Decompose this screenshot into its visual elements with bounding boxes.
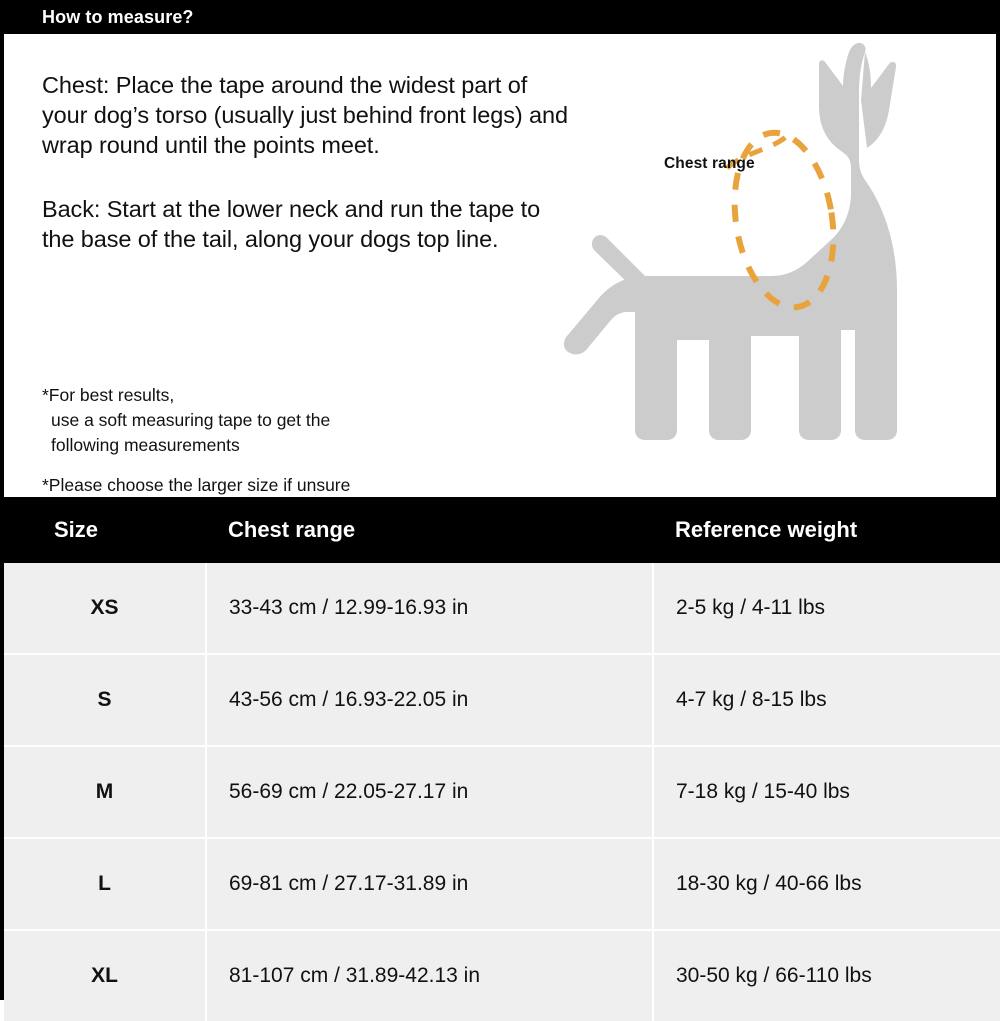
cell-chest: 43-56 cm / 16.93-22.05 in	[206, 654, 653, 746]
table-header-size: Size	[4, 497, 206, 563]
cell-weight: 4-7 kg / 8-15 lbs	[653, 654, 1000, 746]
cell-size: M	[4, 746, 206, 838]
instructions-block	[42, 70, 572, 254]
back-instruction: Back: Start at the lower neck and run the tape to the base of the tail, along your dogs top line.	[42, 196, 541, 252]
chest-instruction: Chest: Place the tape around the widest part of your dog’s torso (usually just behind front legs) and wrap round until the points meet.	[42, 72, 568, 158]
note-line-3: following measurements	[51, 435, 240, 455]
cell-size: L	[4, 838, 206, 930]
table-row	[4, 563, 1000, 654]
size-table	[4, 497, 1000, 1021]
cell-chest: 69-81 cm / 27.17-31.89 in	[206, 838, 653, 930]
table-header-row	[4, 497, 1000, 563]
chest-range-label: Chest range	[664, 155, 755, 172]
table-row	[4, 930, 1000, 1021]
table-row	[4, 654, 1000, 746]
note-line-1: *For best results,	[42, 385, 175, 405]
note-line-2: use a soft measuring tape to get the	[51, 410, 331, 430]
cell-chest: 33-43 cm / 12.99-16.93 in	[206, 563, 653, 654]
note-line-4: *Please choose the larger size if unsure	[42, 475, 351, 495]
table-row	[4, 838, 1000, 930]
cell-weight: 18-30 kg / 40-66 lbs	[653, 838, 1000, 930]
dog-silhouette	[564, 43, 897, 440]
notes-block	[42, 383, 582, 498]
cell-weight: 30-50 kg / 66-110 lbs	[653, 930, 1000, 1021]
table-header-weight: Reference weight	[653, 497, 1000, 563]
cell-size: S	[4, 654, 206, 746]
cell-weight: 7-18 kg / 15-40 lbs	[653, 746, 1000, 838]
cell-size: XL	[4, 930, 206, 1021]
table-header-chest: Chest range	[206, 497, 653, 563]
header-bar	[4, 0, 1000, 34]
cell-chest: 81-107 cm / 31.89-42.13 in	[206, 930, 653, 1021]
page-title: How to measure?	[42, 6, 194, 27]
cell-chest: 56-69 cm / 22.05-27.17 in	[206, 746, 653, 838]
table-row	[4, 746, 1000, 838]
cell-weight: 2-5 kg / 4-11 lbs	[653, 563, 1000, 654]
dog-illustration	[549, 40, 999, 490]
cell-size: XS	[4, 563, 206, 654]
